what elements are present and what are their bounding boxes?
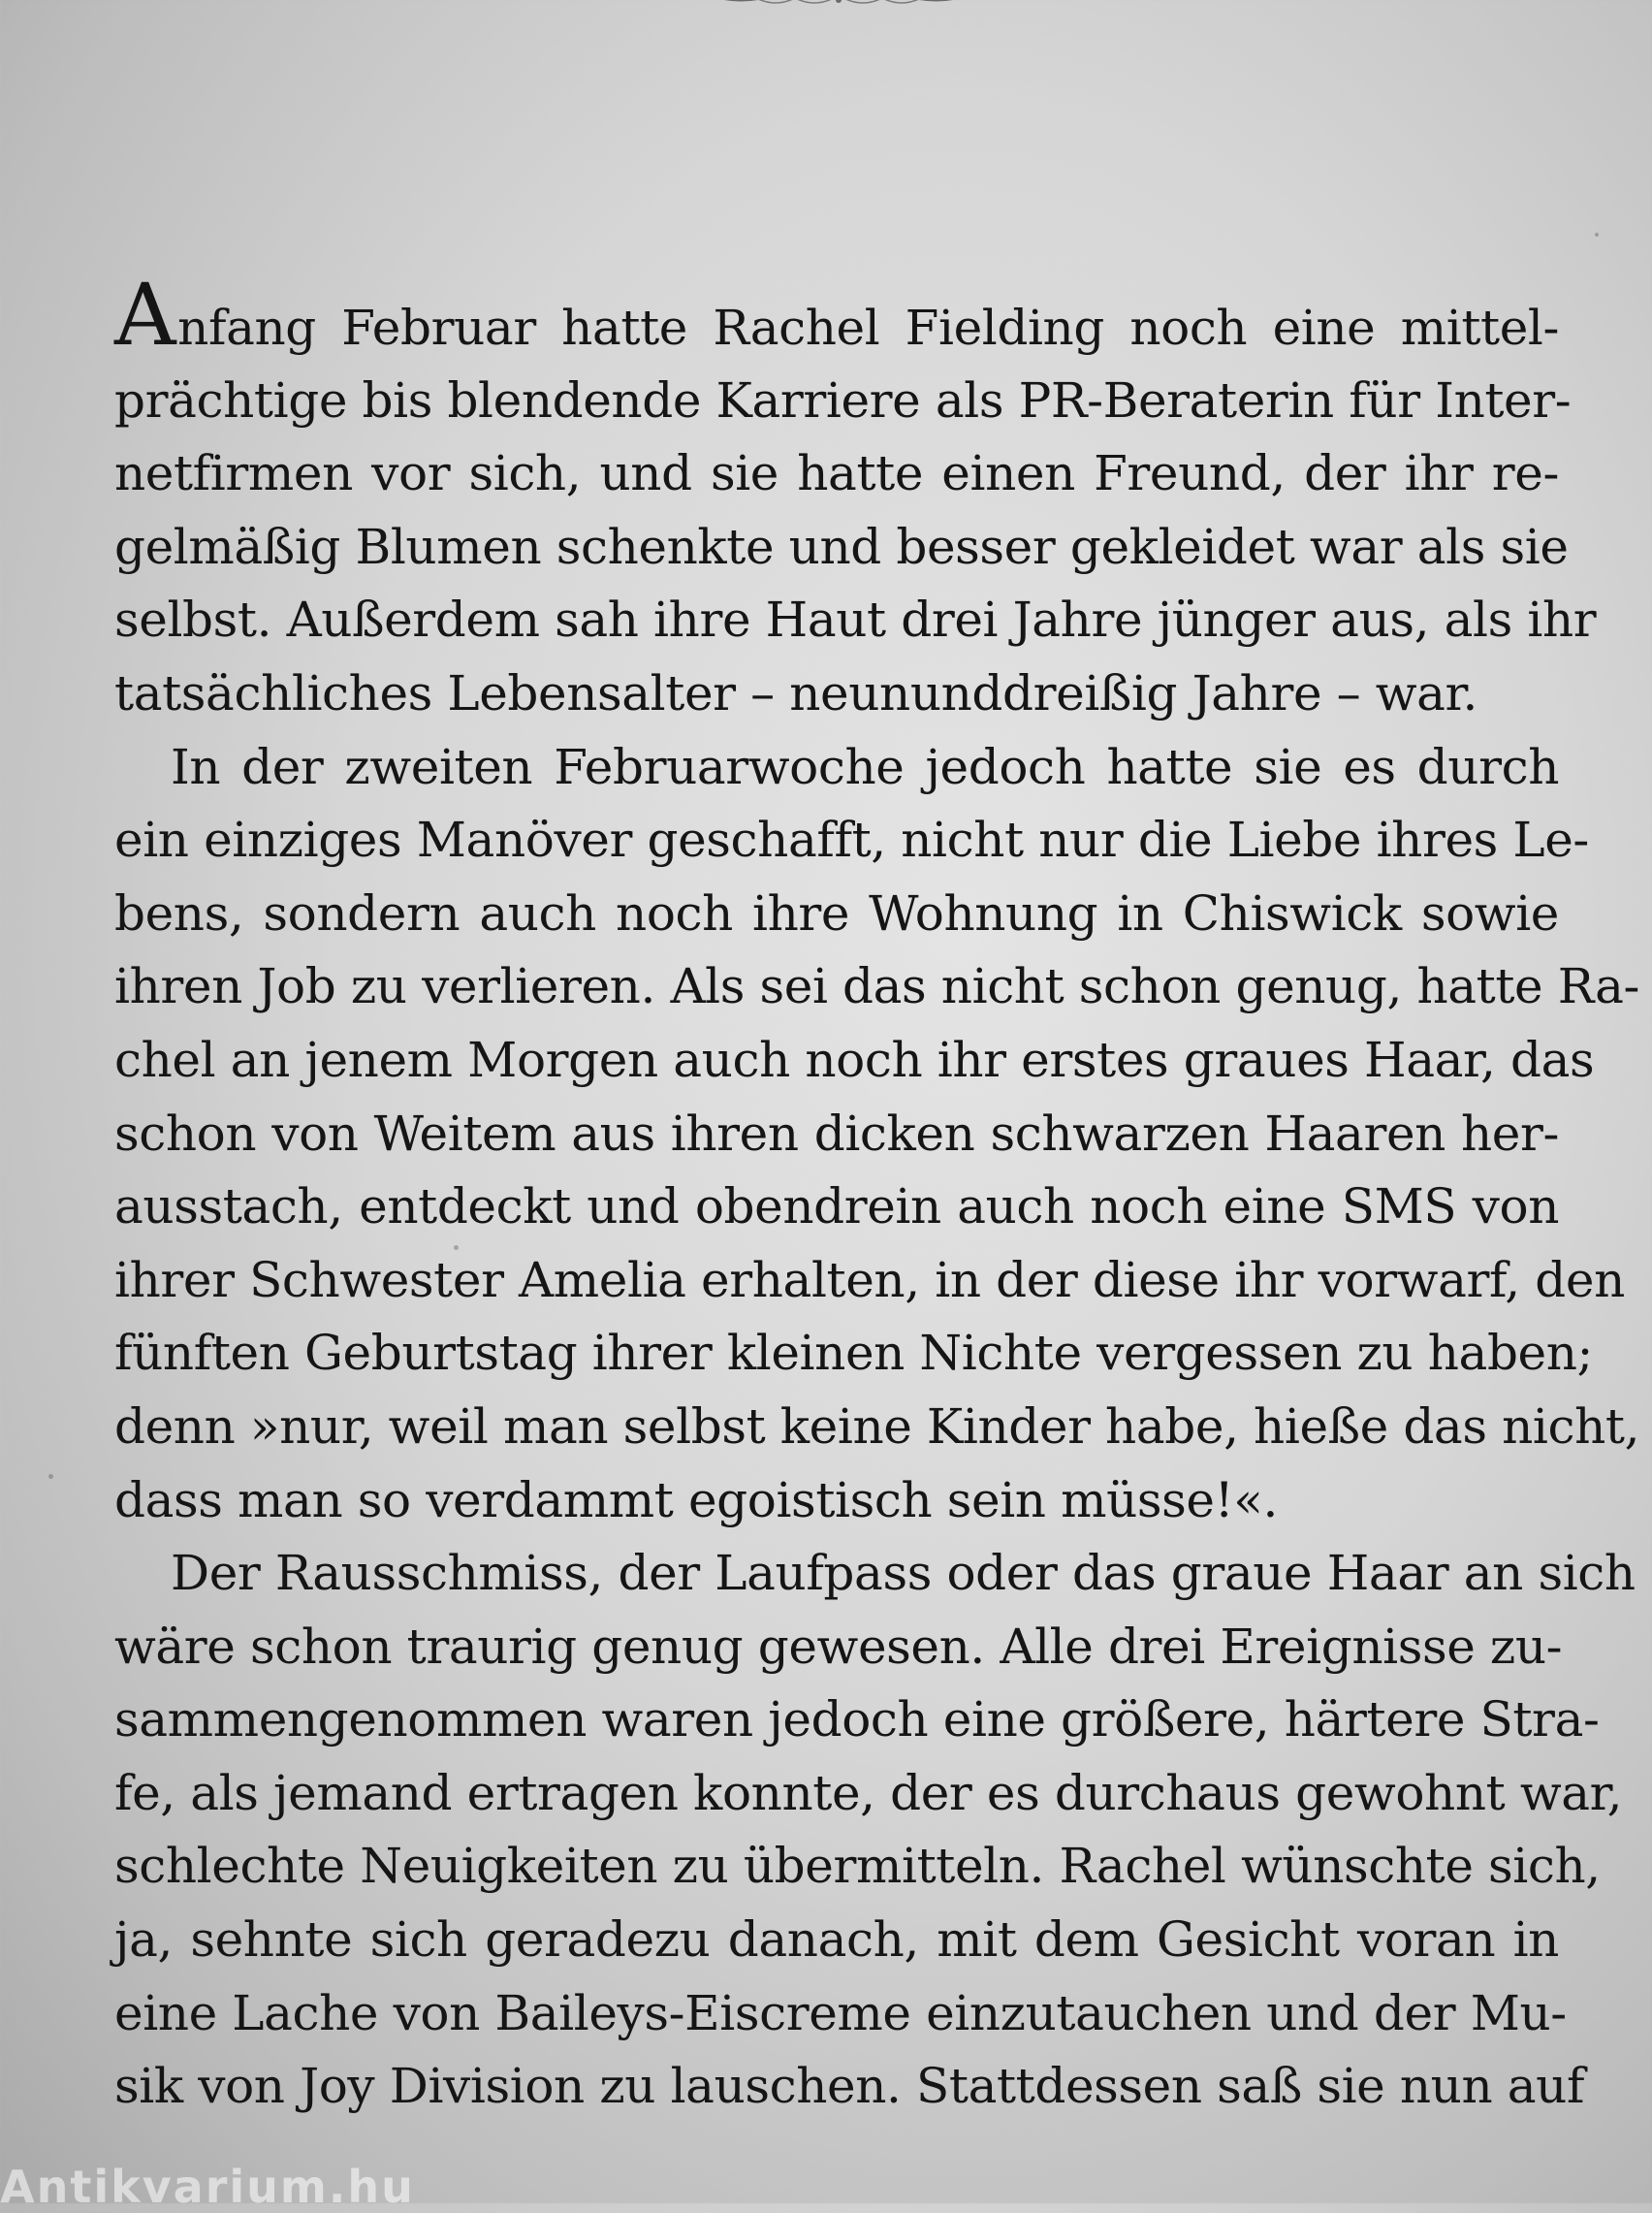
text-line: selbst. Außerdem sah ihre Haut drei Jahre jünger aus, als ihr [114,592,1597,649]
text-line: dass man so verdammt egoistisch sein müsse!«. [114,1471,1278,1528]
text-line: fe, als jemand ertragen konnte, der es durchaus gewohnt war, [114,1764,1623,1821]
text-line: ihrer Schwester Amelia erhalten, in der diese ihr vorwarf, den [114,1251,1625,1308]
drop-cap: A [114,265,176,365]
text-line: denn »nur, weil man selbst keine Kinder habe, hieße das nicht, [114,1397,1640,1455]
paragraph-2 [114,731,1640,1538]
dust-speck [454,1245,459,1250]
text-line-content: nfang Februar hatte Rachel Fielding noch eine mittel- [177,300,1559,356]
text-line: chel an jenem Morgen auch noch ihr erstes graues Haar, das [114,1031,1595,1088]
text-line: sammengenommen waren jedoch eine größere, härtere Stra- [114,1691,1600,1748]
text-line: bens, sondern auch noch ihre Wohnung in Chiswick sowie [114,884,1559,942]
text-line: ein einziges Manöver geschafft, nicht nur die Liebe ihres Le- [114,812,1589,869]
text-line: ausstach, entdeckt und obendrein auch noch eine SMS von [114,1178,1559,1235]
text-line: schon von Weitem aus ihren dicken schwarzen Haaren her- [114,1105,1559,1162]
text-line: ja, sehnte sich geradezu danach, mit dem Gesicht voran in [114,1911,1559,1969]
text-line: ihren Job zu verlieren. Als sei das nicht schon genug, hatte Ra- [114,958,1640,1015]
text-line: sik von Joy Division zu lauschen. Stattdessen saß sie nun auf [114,2058,1585,2115]
text-line: gelmäßig Blumen schenkte und besser gekleidet war als sie [114,518,1569,575]
text-line: prächtige bis blendende Karriere als PR-Beraterin für Inter- [114,371,1572,429]
text-line: netfirmen vor sich, und sie hatte einen Freund, der ihr re- [114,445,1559,502]
chapter-ornament [698,0,979,8]
show-through-bleed [116,10,1561,228]
text-line: schlechte Neuigkeiten zu übermitteln. Rachel wünschte sich, [114,1838,1601,1895]
dust-speck [48,1474,53,1479]
dust-speck [1595,233,1599,237]
text-line: tatsächliches Lebensalter – neununddreißig Jahre – war. [114,664,1478,722]
text-line: wäre schon traurig genug gewesen. Alle drei Ereignisse zu- [114,1618,1563,1675]
text-line: eine Lache von Baileys-Eiscreme einzutauchen und der Mu- [114,1984,1567,2041]
text-line: Der Rausschmiss, der Laufpass oder das graue Haar an sich [171,1545,1636,1602]
text-line [114,265,1559,365]
text-line: In der zweiten Februarwoche jedoch hatte sie es durch [171,738,1559,795]
paragraph-1 [114,265,1597,731]
paragraph-3 [114,1537,1636,2124]
text-line: fünften Geburtstag ihrer kleinen Nichte vergessen zu haben; [114,1325,1593,1382]
watermark: Antikvarium.hu [0,2161,415,2213]
book-page-text [114,265,1640,2124]
